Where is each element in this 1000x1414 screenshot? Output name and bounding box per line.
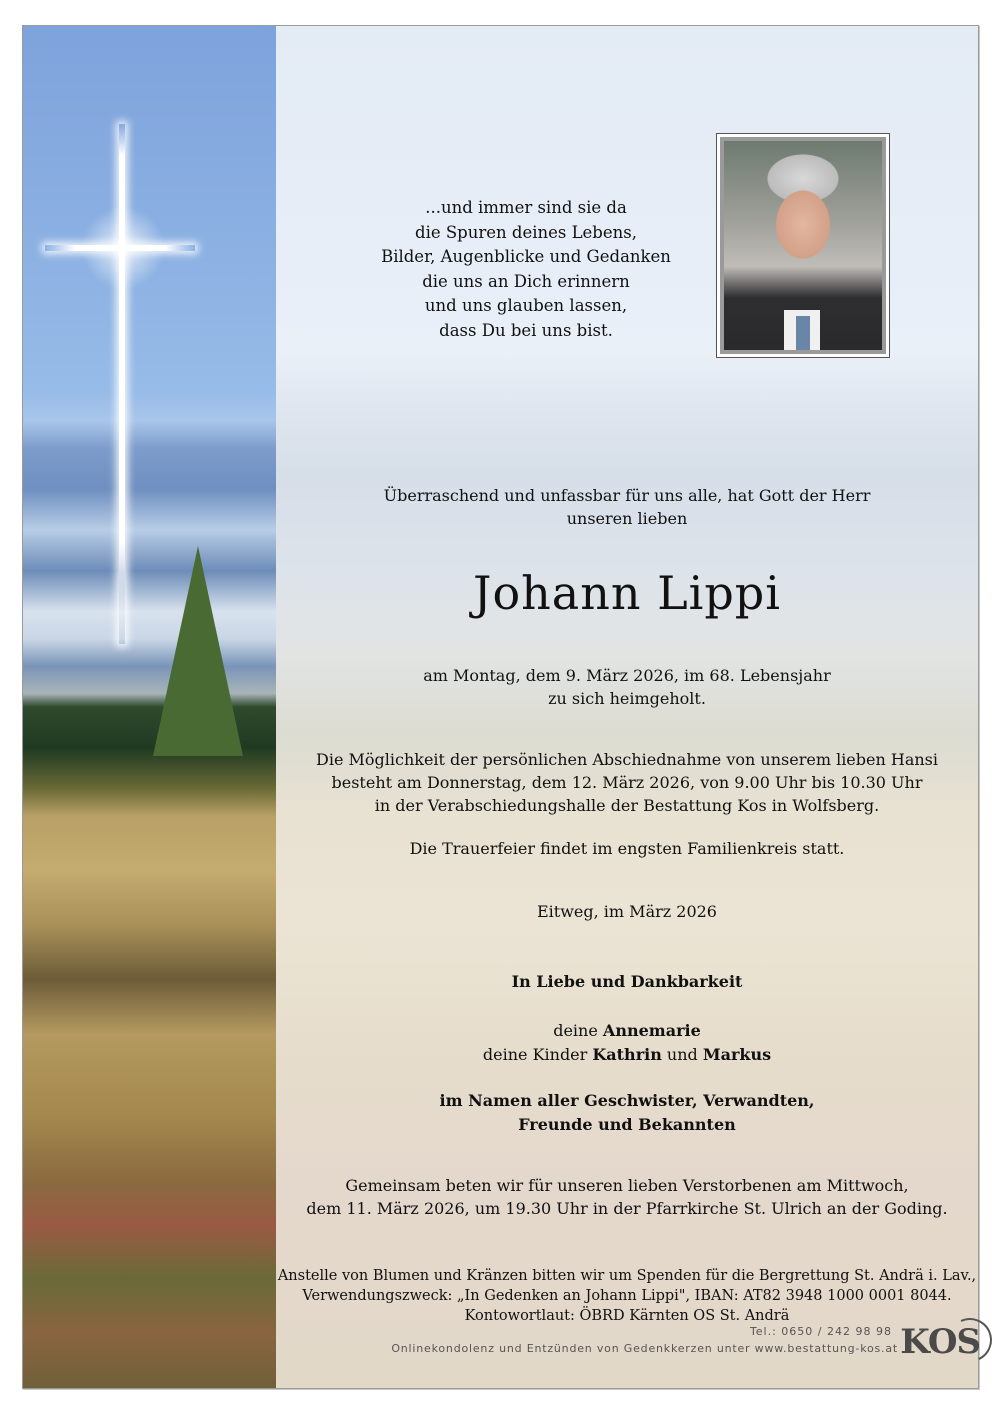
- children-line: [276, 1043, 978, 1067]
- portrait-photo: [716, 133, 890, 358]
- prayer-line: dem 11. März 2026, um 19.30 Uhr in der Pfarrkirche St. Ulrich an der Goding.: [306, 1199, 948, 1218]
- poem-line: ...und immer sind sie da: [425, 198, 627, 217]
- child-name: Kathrin: [592, 1045, 662, 1064]
- mourners-family: [276, 1019, 978, 1067]
- donation-line: Kontowortlaut: ÖBRD Kärnten OS St. Andrä: [464, 1308, 790, 1324]
- light-cross-icon: [119, 124, 125, 644]
- viewing-line: Die Möglichkeit der persönlichen Abschiednahme von unserem lieben Hansi: [316, 750, 938, 769]
- spouse-prefix: deine: [553, 1021, 598, 1040]
- prayer-line: Gemeinsam beten wir für unseren lieben Verstorbenen am Mittwoch,: [345, 1176, 909, 1195]
- ceremony-info: Die Trauerfeier findet im engsten Familienkreis statt.: [409, 839, 845, 858]
- relatives-line: im Namen aller Geschwister, Verwandten,: [439, 1091, 815, 1110]
- death-line: zu sich heimgeholt.: [548, 689, 706, 708]
- death-notice: [276, 664, 978, 710]
- donation-line: Anstelle von Blumen und Kränzen bitten wir um Spenden für die Bergrettung St. Andrä i. Lav.,: [277, 1268, 977, 1284]
- viewing-line: besteht am Donnerstag, dem 12. März 2026, von 9.00 Uhr bis 10.30 Uhr: [331, 773, 923, 792]
- poem: [276, 196, 776, 343]
- donation-line: Verwendungszweck: „In Gedenken an Johann Lippi", IBAN: AT82 3948 1000 0001 8044.: [302, 1288, 952, 1304]
- landscape-photo: [23, 26, 276, 1388]
- death-line: am Montag, dem 9. März 2026, im 68. Lebensjahr: [423, 666, 831, 685]
- poem-line: die Spuren deines Lebens,: [415, 222, 637, 242]
- footer-online-condolence[interactable]: Onlinekondolenz und Entzünden von Gedenkkerzen unter www.bestattung-kos.at: [391, 1342, 898, 1355]
- deceased-name: Johann Lippi: [473, 566, 781, 620]
- mourners-heading: In Liebe und Dankbarkeit: [511, 972, 743, 991]
- poem-line: dass Du bei uns bist.: [439, 320, 613, 340]
- relatives-line: Freunde und Bekannten: [518, 1115, 736, 1134]
- intro-line: Überraschend und unfassbar für uns alle, hat Gott der Herr: [383, 486, 871, 505]
- kos-logo: KOS: [900, 1322, 980, 1362]
- poem-line: und uns glauben lassen,: [424, 296, 628, 315]
- footer-phone: Tel.: 0650 / 242 98 98: [749, 1325, 892, 1338]
- viewing-info: [276, 748, 978, 817]
- poem-line: Bilder, Augenblicke und Gedanken: [381, 247, 671, 266]
- viewing-line: in der Verabschiedungshalle der Bestattung Kos in Wolfsberg.: [374, 796, 880, 815]
- place-date: Eitweg, im März 2026: [537, 902, 717, 921]
- tree-shape: [153, 546, 243, 756]
- portrait-image: [720, 137, 886, 354]
- light-cross-bar: [45, 245, 195, 251]
- spouse-line: [276, 1019, 978, 1043]
- intro-line: unseren lieben: [566, 509, 688, 528]
- portrait-tie: [796, 316, 810, 350]
- children-conj: und: [666, 1045, 698, 1064]
- child-name: Markus: [702, 1045, 772, 1064]
- poem-line: die uns an Dich erinnern: [422, 271, 630, 291]
- spouse-name: Annemarie: [602, 1021, 701, 1040]
- donation-info: [276, 1266, 978, 1326]
- mourners-relatives: [276, 1089, 978, 1137]
- children-prefix: deine Kinder: [482, 1045, 588, 1064]
- prayer-info: [276, 1174, 978, 1220]
- intro-text: [276, 484, 978, 530]
